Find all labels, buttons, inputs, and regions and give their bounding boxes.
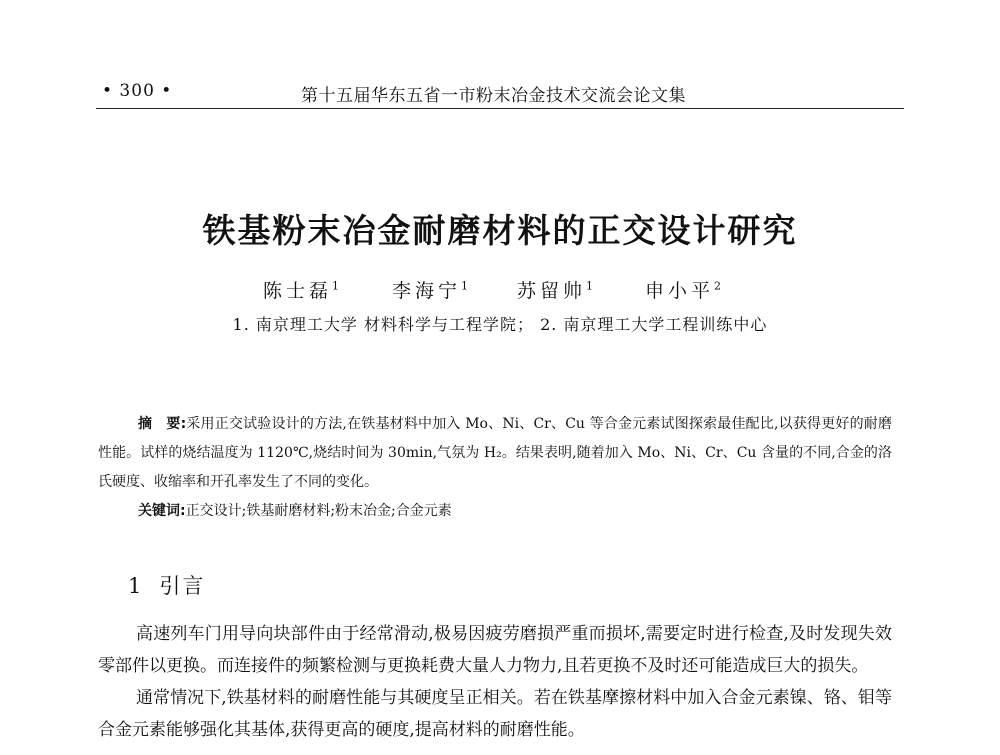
author-1-affiliation-mark: 1 xyxy=(332,279,340,293)
journal-title: 第十五届华东五省一市粉末冶金技术交流会论文集 xyxy=(301,86,686,106)
author-3-name: 苏留帅 xyxy=(517,280,587,302)
author-4 xyxy=(645,276,721,303)
keywords-text: 正交设计;铁基耐磨材料;粉末冶金;合金元素 xyxy=(185,503,452,519)
keywords-label: 关键词: xyxy=(138,503,186,519)
author-3 xyxy=(517,276,593,303)
keywords xyxy=(138,497,898,526)
author-2 xyxy=(392,276,468,303)
author-list xyxy=(245,276,765,306)
author-4-affiliation-mark: 2 xyxy=(714,279,722,293)
section-heading xyxy=(128,570,205,600)
paper-title: 铁基粉末冶金耐磨材料的正交设计研究 xyxy=(202,211,798,250)
paragraph-1: 高速列车门用导向块部件由于经常滑动,极易因疲劳磨损严重而损坏,需要定时进行检查,及时发现失效零部件以更换。而连接件的频繁检测与更换耗费大量人力物力,且若更换不及时还可能造成巨大的损失。 xyxy=(98,624,892,676)
abstract xyxy=(98,410,892,497)
affiliations: 1. 南京理工大学 材料科学与工程学院； 2. 南京理工大学工程训练中心 xyxy=(232,315,768,334)
author-1 xyxy=(263,276,339,303)
abstract-text: 采用正交试验设计的方法,在铁基材料中加入 Mo、Ni、Cr、Cu 等合金元素试图探索最佳配比,以获得更好的耐磨性能。试样的烧结温度为 1120℃,烧结时间为 30min,气氛为 H₂。结果表明,随着加入 Mo、Ni、Cr、Cu 含量的不同,合金的洛氏硬度、收缩率和开孔率发生了不同的变化。 xyxy=(98,416,892,490)
author-4-name: 申小平 xyxy=(645,280,715,302)
author-2-name: 李海宁 xyxy=(392,280,462,302)
section-title: 引言 xyxy=(159,574,206,598)
body-text xyxy=(98,618,892,746)
section-number: 1 xyxy=(128,574,144,598)
page-number: • 300 • xyxy=(102,81,173,101)
author-1-name: 陈士磊 xyxy=(263,280,333,302)
page-header xyxy=(96,78,904,109)
author-3-affiliation-mark: 1 xyxy=(586,279,594,293)
paragraph-2: 通常情况下,铁基材料的耐磨性能与其硬度呈正相关。若在铁基摩擦材料中加入合金元素镍、铬、钼等合金元素能够强化其基体,获得更高的硬度,提高材料的耐磨性能。 xyxy=(98,688,892,740)
abstract-label: 摘 要: xyxy=(138,416,187,432)
author-2-affiliation-mark: 1 xyxy=(461,279,469,293)
